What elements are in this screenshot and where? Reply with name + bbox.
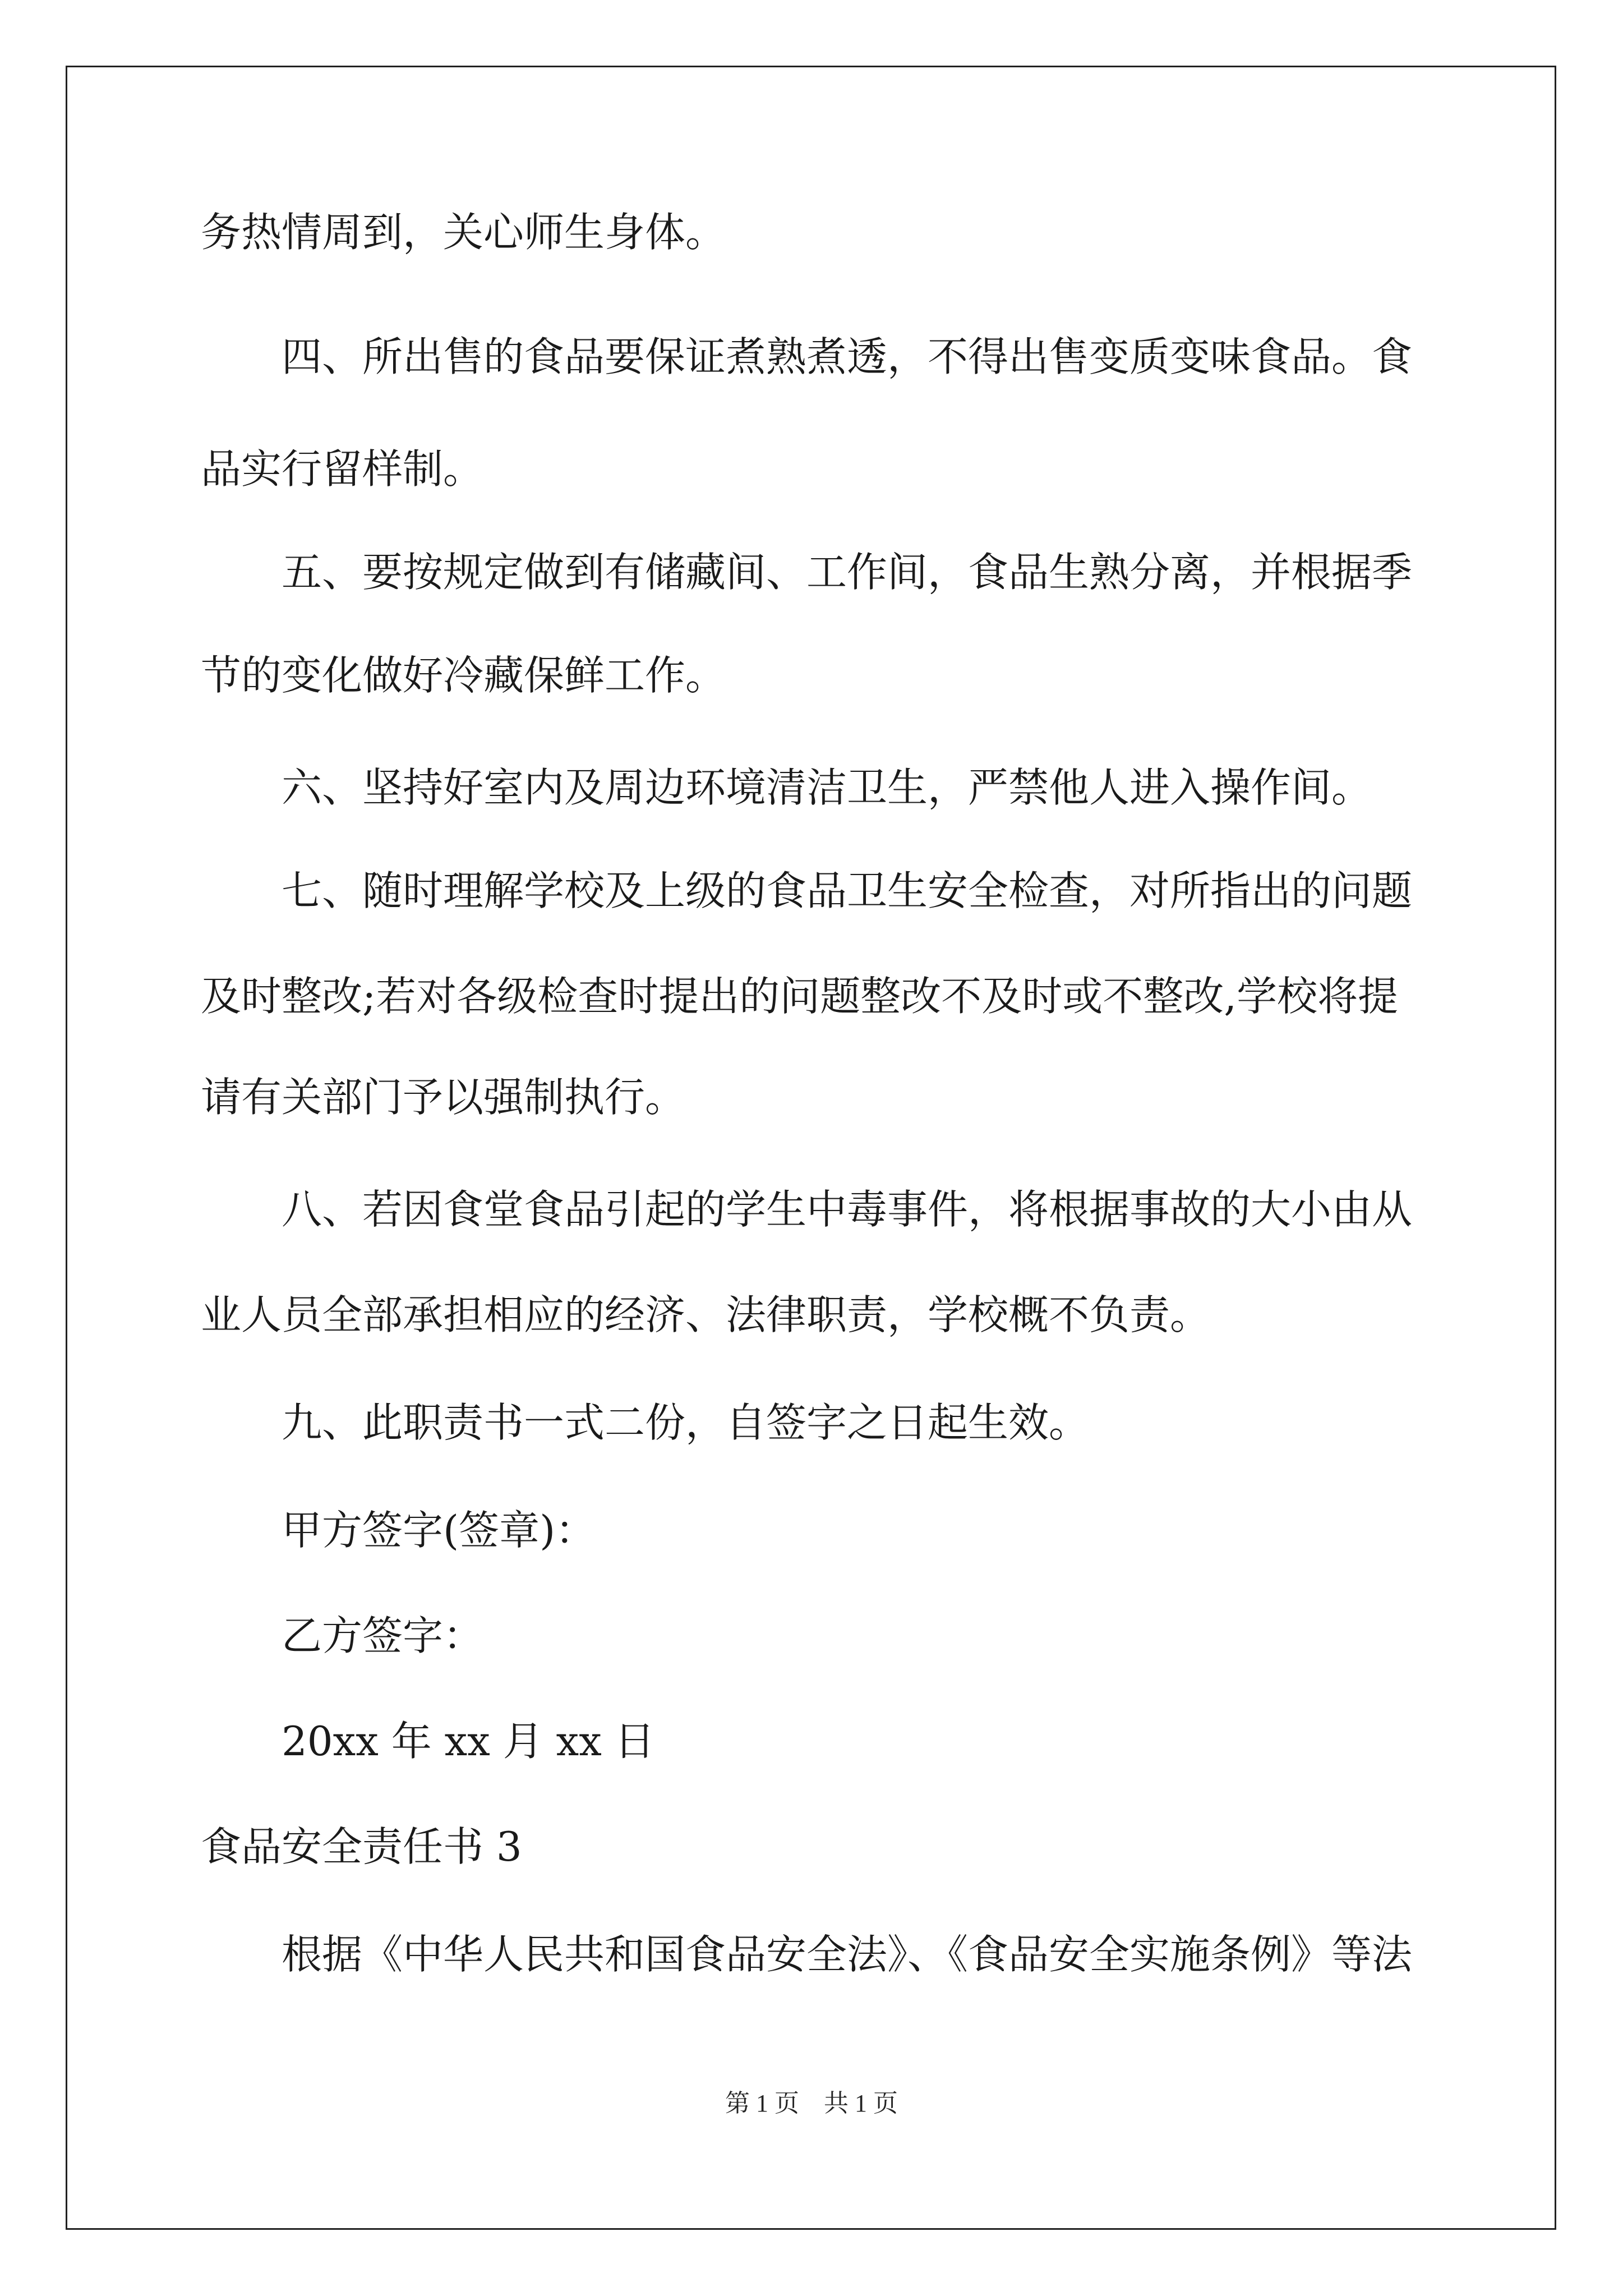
paragraph-line: 五、要按规定做到有储藏间、工作间，食品生熟分离，并根据季: [282, 549, 1413, 596]
signature-date: 20xx 年 xx 月 xx 日: [282, 1718, 655, 1765]
signature-party-a: 甲方签字(签章)：: [282, 1507, 596, 1554]
paragraph-line: 业人员全部承担相应的经济、法律职责，学校概不负责。: [201, 1291, 1211, 1338]
paragraph-line: 六、坚持好室内及周边环境清洁卫生，严禁他人进入操作间。: [282, 764, 1372, 811]
paragraph-line: 节的变化做好冷藏保鲜工作。: [201, 652, 726, 699]
paragraph-line: 八、若因食堂食品引起的学生中毒事件，将根据事故的大小由从: [282, 1186, 1413, 1233]
page-border: [66, 66, 1556, 2230]
signature-party-b: 乙方签字：: [282, 1612, 484, 1659]
paragraph-line: 及时整改;若对各级检查时提出的问题整改不及时或不整改,学校将提: [201, 973, 1399, 1020]
page-footer: 第 1 页 共 1 页: [725, 2090, 898, 2117]
section-heading: 食品安全责任书 3: [201, 1823, 522, 1870]
paragraph-line: 七、随时理解学校及上级的食品卫生安全检查，对所指出的问题: [282, 867, 1413, 914]
paragraph-line: 九、此职责书一式二份，自签字之日起生效。: [282, 1399, 1090, 1446]
paragraph-line: 请有关部门予以强制执行。: [201, 1074, 686, 1121]
paragraph-line: 品实行留样制。: [201, 445, 484, 493]
paragraph-line: 四、所出售的食品要保证煮熟煮透，不得出售变质变味食品。食: [282, 333, 1413, 380]
paragraph-line: 根据《中华人民共和国食品安全法》、《食品安全实施条例》等法: [282, 1931, 1413, 1978]
paragraph-line: 务热情周到，关心师生身体。: [201, 209, 726, 256]
